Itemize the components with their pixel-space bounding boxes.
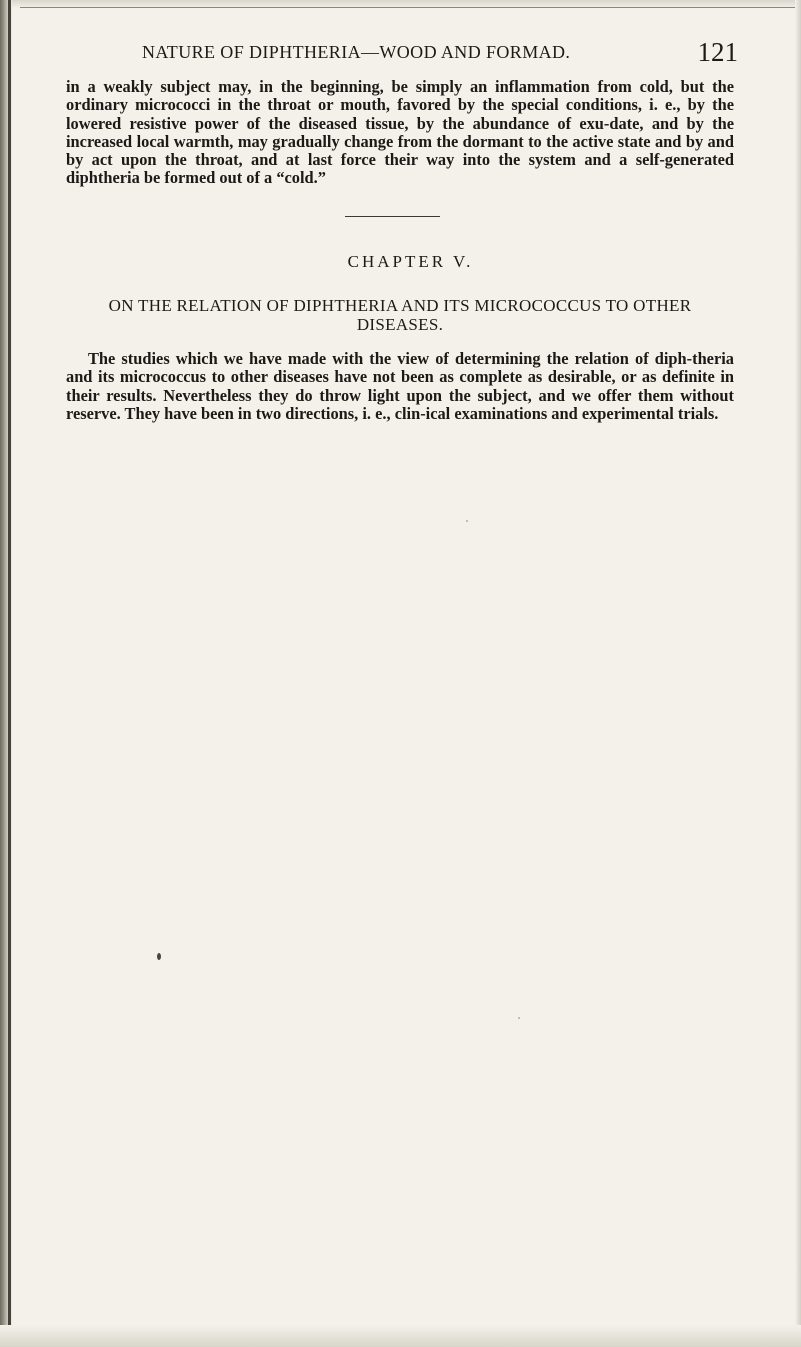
scan-speck bbox=[157, 953, 161, 960]
chapter-number-heading: CHAPTER V. bbox=[347, 252, 474, 271]
page-number: 121 bbox=[697, 37, 738, 67]
scan-speck bbox=[466, 520, 468, 522]
page-header bbox=[142, 37, 738, 70]
section-divider bbox=[345, 216, 440, 217]
continuation-paragraph: in a weakly subject may, in the beginning, be simply an inflammation from cold, but the ordinary micrococci in the throat or mouth, favored by the special conditions, i. e., by the lowered resistive power of the diseased tissue, by the abundance of exu-date, and by the increased local warmth, may gradually change from the dormant to the active state and by and by act upon the throat, and at last force their way into the system and a self-generated diphtheria be formed out of a “cold.” bbox=[66, 77, 734, 188]
page-bottom-edge bbox=[0, 1325, 801, 1347]
page-binding-line bbox=[8, 0, 11, 1347]
running-head: NATURE OF DIPHTHERIA—WOOD AND FORMAD. bbox=[142, 42, 571, 62]
page-top-rule bbox=[20, 7, 801, 8]
page-right-edge bbox=[795, 0, 801, 1347]
chapter-intro-paragraph: The studies which we have made with the view of determining the relation of diph-theria and its micrococcus to other diseases have not been as complete as desirable, or as definite in their results. Nevertheless they do throw light upon the subject, and we offer them without reserve. They have been in two directions, i. e., clin-ical examinations and experimental trials. bbox=[66, 349, 734, 423]
scan-speck bbox=[518, 1017, 520, 1019]
chapter-title: ON THE RELATION OF DIPHTHERIA AND ITS MICROCOCCUS TO OTHER DISEASES. bbox=[108, 296, 692, 334]
